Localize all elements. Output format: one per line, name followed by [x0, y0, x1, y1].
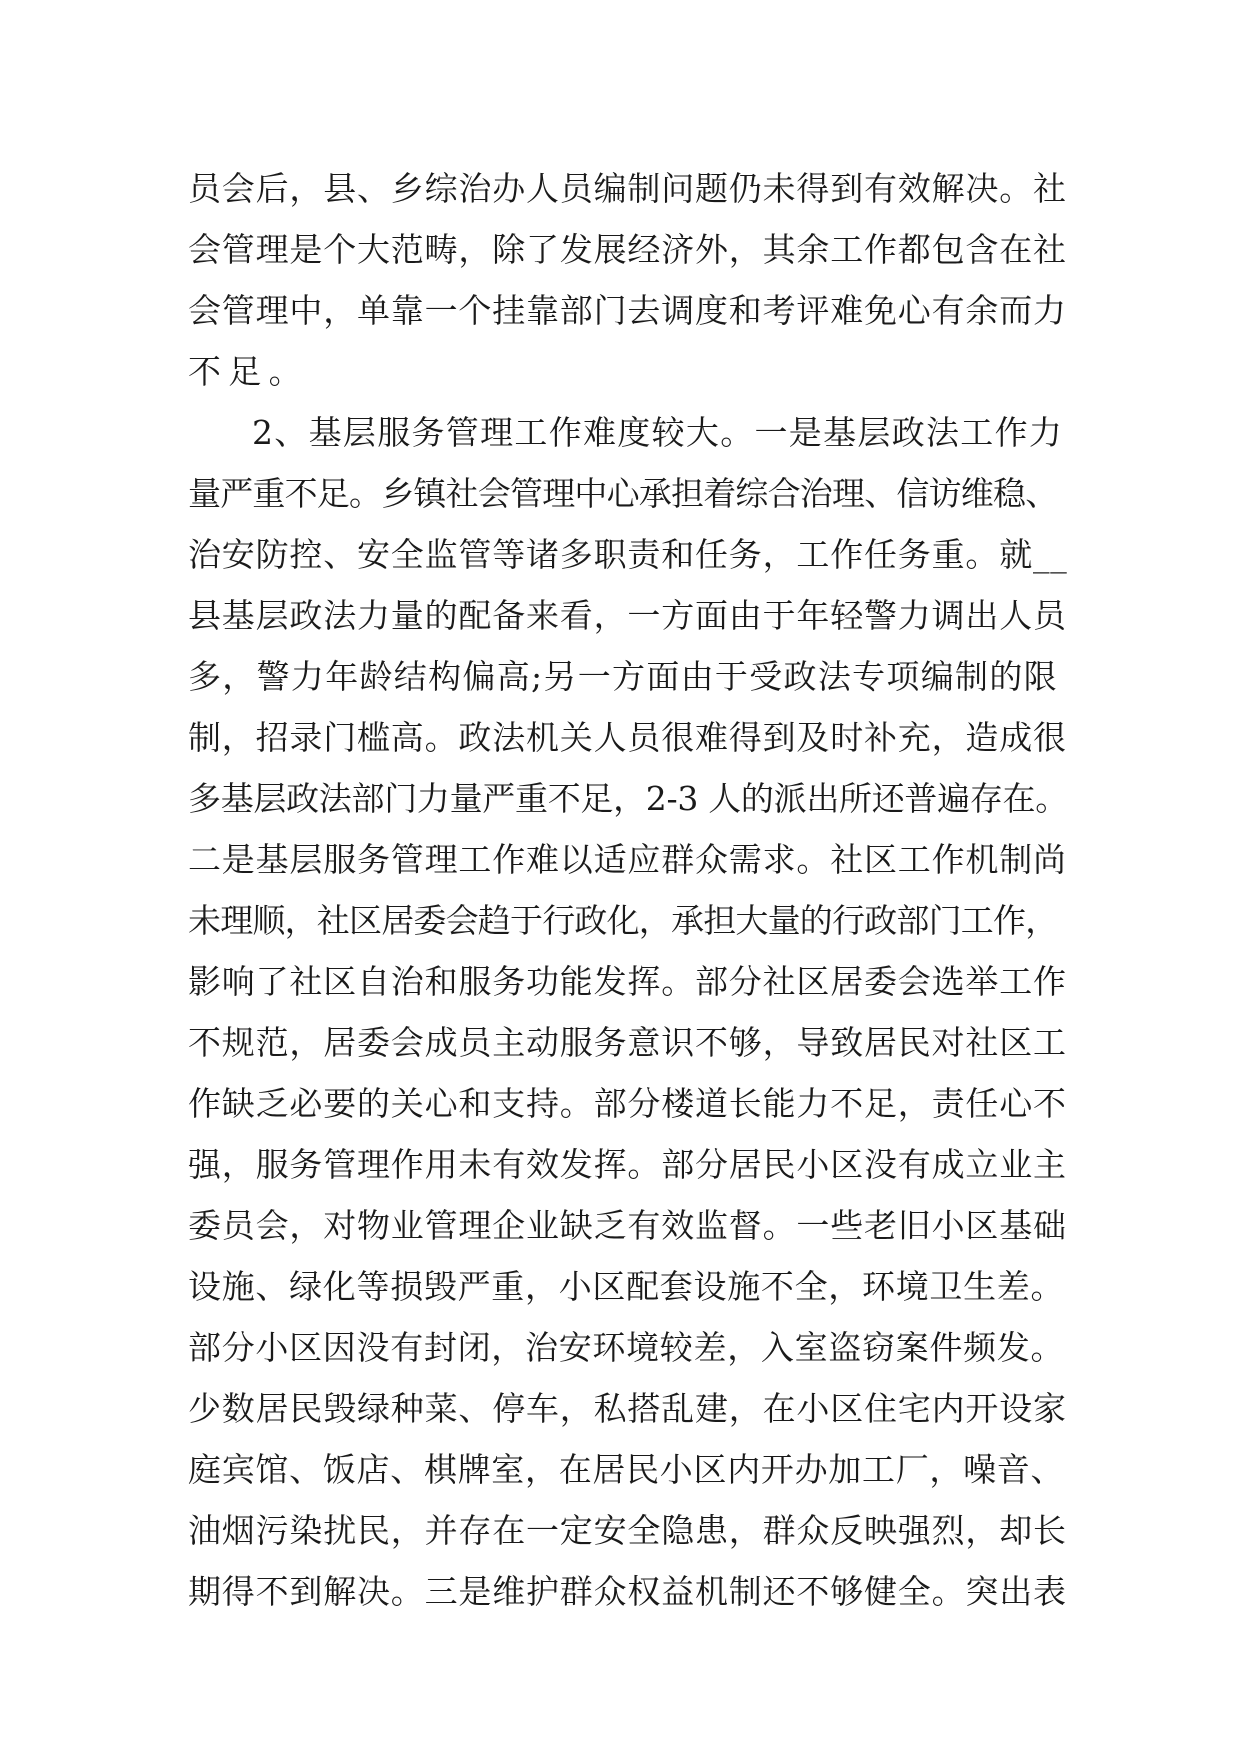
text-line: 量严重不足。乡镇社会管理中心承担着综合治理、信访维稳、	[188, 474, 1058, 513]
text-line: 期得不到解决。三是维护群众权益机制还不够健全。突出表	[188, 1572, 1067, 1611]
text-line: 不足。	[188, 352, 309, 391]
text-line: 员会后，县、乡综治办人员编制问题仍未得到有效解决。社	[188, 169, 1067, 208]
text-line: 二是基层服务管理工作难以适应群众需求。社区工作机制尚	[188, 840, 1067, 879]
text-line: 设施、绿化等损毁严重，小区配套设施不全，环境卫生差。	[188, 1267, 1065, 1306]
body-text	[188, 158, 1068, 1622]
text-line: 油烟污染扰民，并存在一定安全隐患，群众反映强烈，却长	[188, 1511, 1067, 1550]
paragraph-first-line: 2、基层服务管理工作难度较大。一是基层政法工作力	[252, 413, 1064, 452]
text-line: 作缺乏必要的关心和支持。部分楼道长能力不足，责任心不	[188, 1084, 1067, 1123]
text-line: 县基层政法力量的配备来看，一方面由于年轻警力调出人员	[188, 596, 1067, 635]
text-line: 不规范，居委会成员主动服务意识不够，导致居民对社区工	[188, 1023, 1067, 1062]
text-line: 制，招录门槛高。政法机关人员很难得到及时补充，造成很	[188, 718, 1067, 757]
text-line: 会管理是个大范畴，除了发展经济外，其余工作都包含在社	[188, 230, 1067, 269]
text-line: 多基层政法部门力量严重不足，2-3 人的派出所还普遍存在。	[188, 779, 1068, 818]
text-line: 未理顺，社区居委会趋于行政化，承担大量的行政部门工作，	[188, 901, 1058, 940]
text-line: 影响了社区自治和服务功能发挥。部分社区居委会选举工作	[188, 962, 1067, 1001]
text-line: 庭宾馆、饭店、棋牌室，在居民小区内开办加工厂，噪音、	[188, 1450, 1065, 1489]
text-line: 部分小区因没有封闭，治安环境较差，入室盗窃案件频发。	[188, 1328, 1065, 1367]
text-line: 会管理中，单靠一个挂靠部门去调度和考评难免心有余而力	[188, 291, 1067, 330]
text-line: 少数居民毁绿种菜、停车，私搭乱建，在小区住宅内开设家	[188, 1389, 1067, 1428]
text-line: 多，警力年龄结构偏高;另一方面由于受政法专项编制的限	[188, 657, 1058, 696]
text-line: 治安防控、安全监管等诸多职责和任务，工作任务重。就__	[188, 535, 1068, 574]
text-line: 强，服务管理作用未有效发挥。部分居民小区没有成立业主	[188, 1145, 1067, 1184]
text-line: 委员会，对物业管理企业缺乏有效监督。一些老旧小区基础	[188, 1206, 1067, 1245]
